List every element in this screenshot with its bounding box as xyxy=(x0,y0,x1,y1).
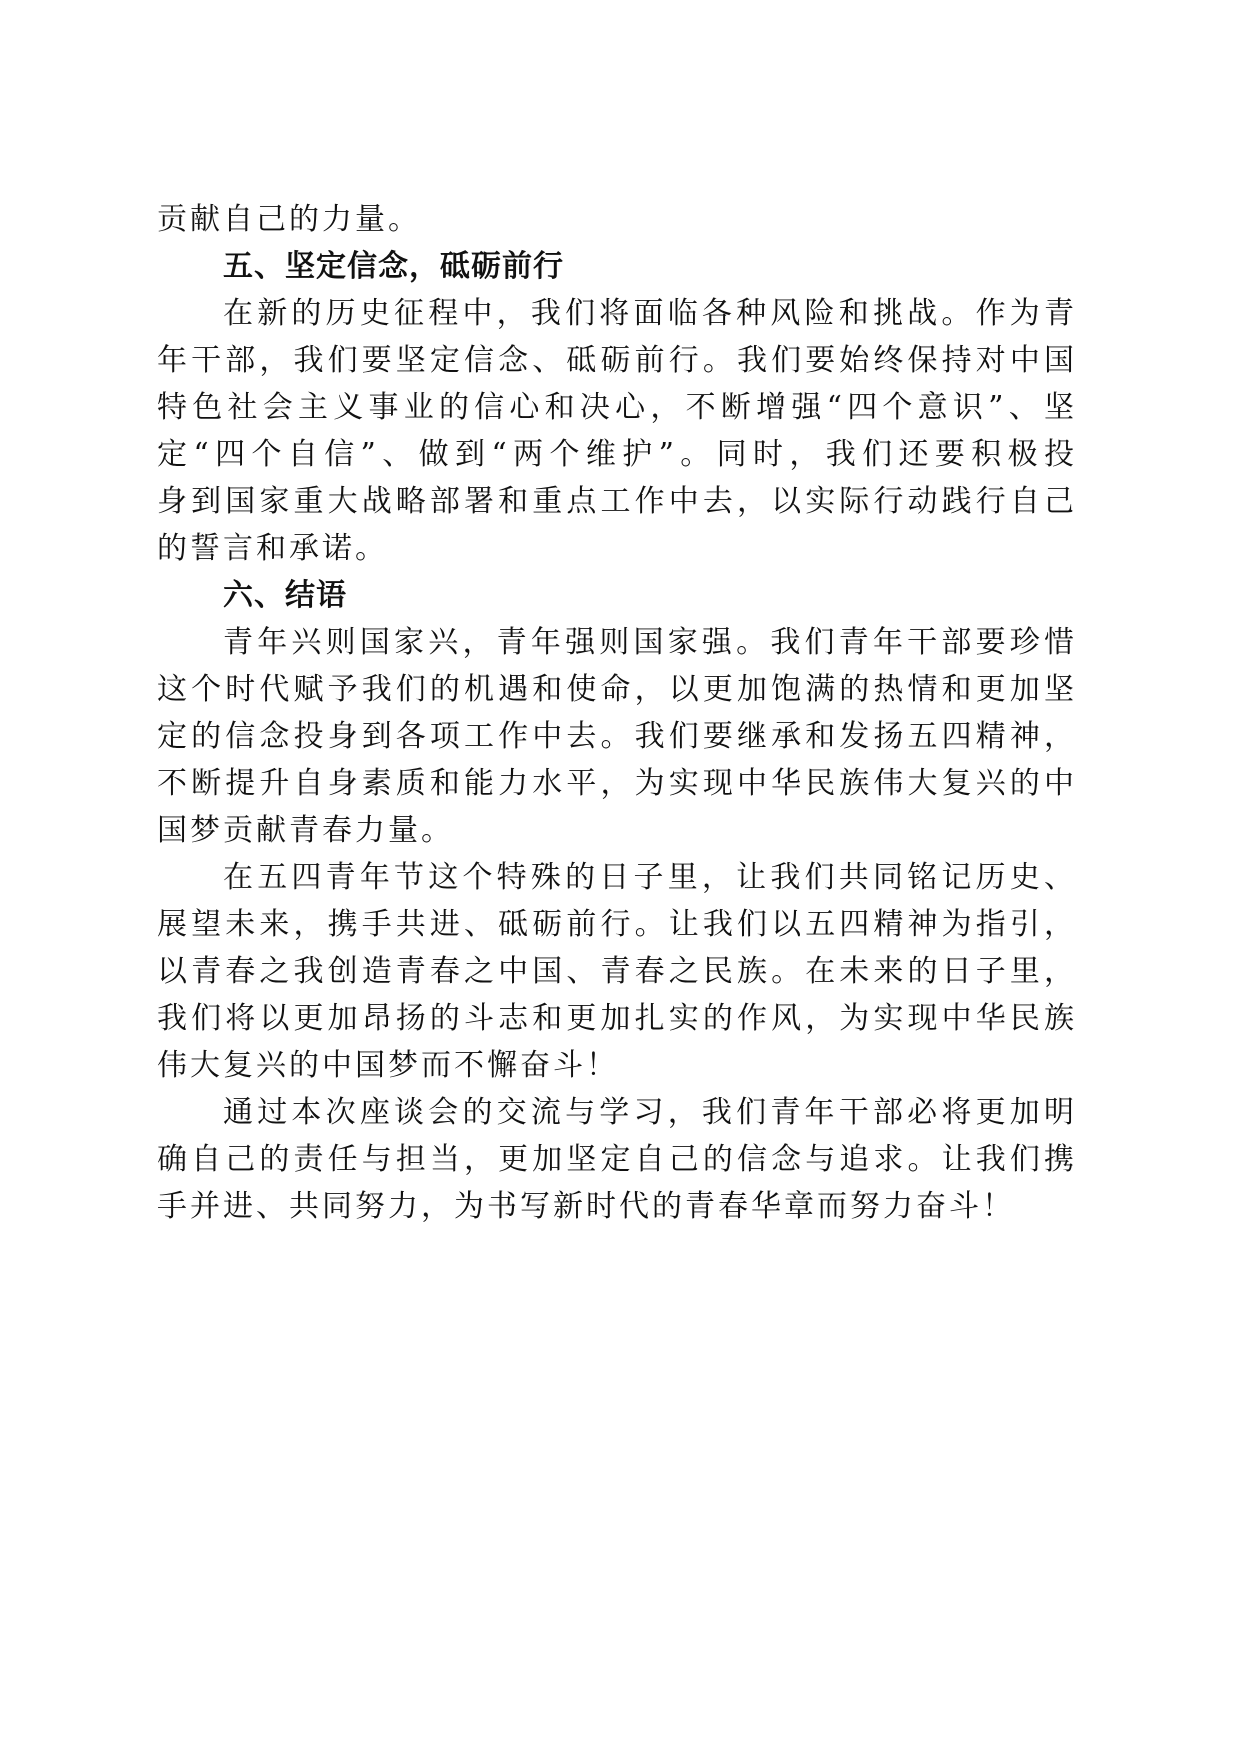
text-line: 青年兴则国家兴，青年强则国家强。我们青年干部要珍惜 xyxy=(223,625,1077,660)
section-6-paragraph-2 xyxy=(157,854,1077,1089)
text-line: 定的信念投身到各项工作中去。我们要继承和发扬五四精神， xyxy=(157,719,1077,754)
section-6-paragraph-1 xyxy=(157,619,1077,854)
text-line: 手并进、共同努力，为书写新时代的青春华章而努力奋斗！ xyxy=(157,1189,1015,1224)
text-line: 贡献自己的力量。 xyxy=(157,202,421,237)
text-line: 身到国家重大战略部署和重点工作中去，以实际行动践行自己 xyxy=(157,484,1077,519)
text-line: 这个时代赋予我们的机遇和使命，以更加饱满的热情和更加坚 xyxy=(157,672,1077,707)
text-line: 年干部，我们要坚定信念、砥砺前行。我们要始终保持对中国 xyxy=(157,343,1077,378)
section-heading-5: 五、坚定信念，砥砺前行 xyxy=(223,249,564,284)
section-heading-6: 六、结语 xyxy=(223,578,347,613)
intro-paragraph xyxy=(157,196,1077,243)
text-line: 国梦贡献青春力量。 xyxy=(157,813,454,848)
text-line: 不断提升自身素质和能力水平，为实现中华民族伟大复兴的中 xyxy=(157,766,1077,801)
text-line: 特色社会主义事业的信心和决心，不断增强“四个意识”、坚 xyxy=(157,390,1077,425)
text-line: 伟大复兴的中国梦而不懈奋斗！ xyxy=(157,1048,619,1083)
text-line: 定“四个自信”、做到“两个维护”。同时，我们还要积极投 xyxy=(157,437,1077,472)
text-line: 以青春之我创造青春之中国、青春之民族。在未来的日子里， xyxy=(157,954,1077,989)
text-line: 我们将以更加昂扬的斗志和更加扎实的作风，为实现中华民族 xyxy=(157,1001,1077,1036)
document-body xyxy=(157,196,1077,1230)
section-5-paragraph xyxy=(157,290,1077,572)
text-line: 展望未来，携手共进、砥砺前行。让我们以五四精神为指引， xyxy=(157,907,1077,942)
text-line: 确自己的责任与担当，更加坚定自己的信念与追求。让我们携 xyxy=(157,1142,1077,1177)
text-line: 通过本次座谈会的交流与学习，我们青年干部必将更加明 xyxy=(223,1095,1077,1130)
text-line: 在新的历史征程中，我们将面临各种风险和挑战。作为青 xyxy=(223,296,1077,331)
section-6-paragraph-3 xyxy=(157,1089,1077,1230)
text-line: 的誓言和承诺。 xyxy=(157,531,388,566)
text-line: 在五四青年节这个特殊的日子里，让我们共同铭记历史、 xyxy=(223,860,1077,895)
